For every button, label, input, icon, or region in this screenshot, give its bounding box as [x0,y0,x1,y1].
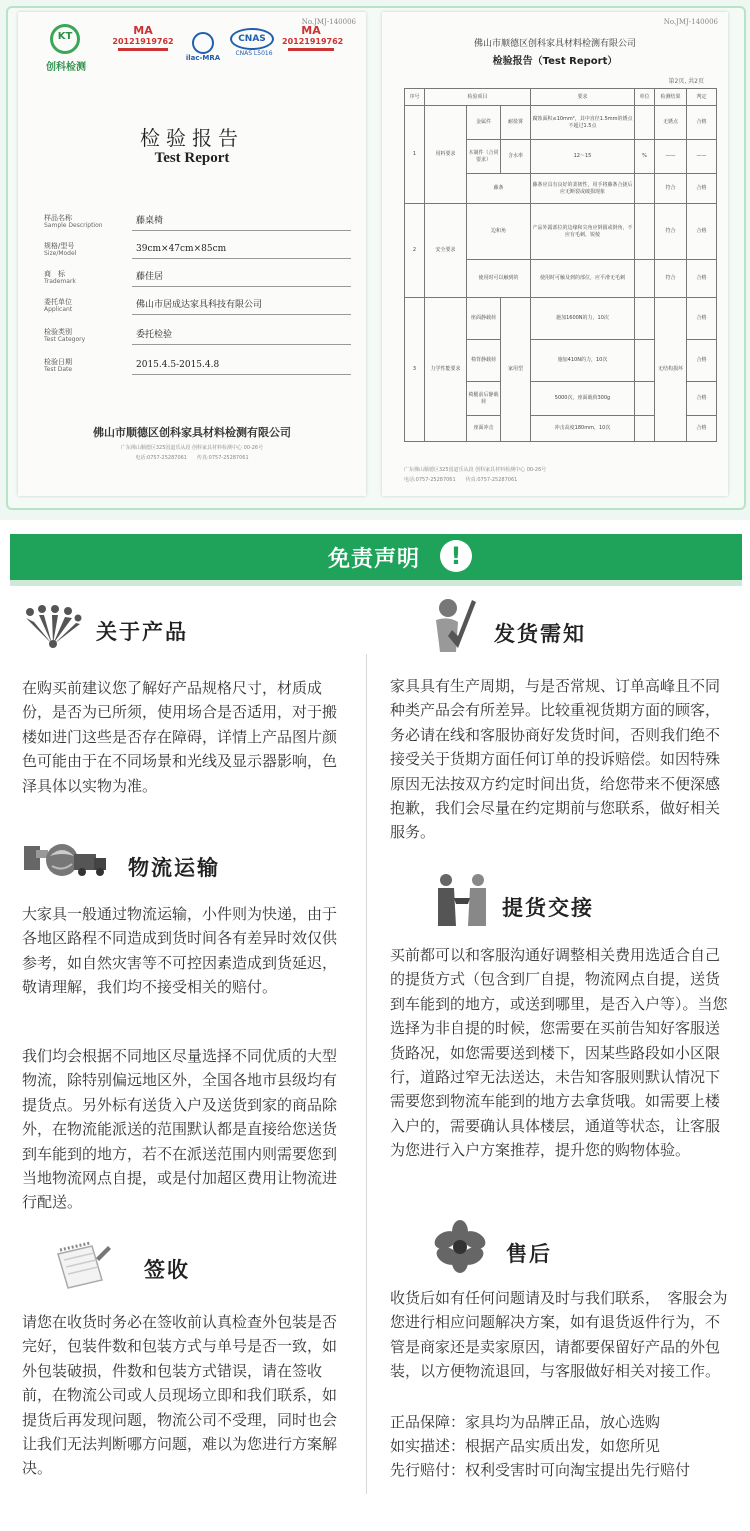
field-label-en: Test Date [44,366,73,373]
notepad-pencil-icon [52,1240,112,1290]
table-row [405,298,717,340]
ma-stamp-title: MA [133,24,153,37]
field-label-cn: 商 标 [44,270,65,278]
cell-no: 3 [405,298,425,442]
cell-item: 金属件 [467,106,501,140]
field-label-en: Test Category [44,336,86,343]
cell-result: 符合 [655,260,687,298]
header-unit: 单位 [635,89,655,106]
field-value: 2015.4.5-2015.4.8 [132,356,351,375]
field-size-model [44,240,349,262]
cell-requirement: 腐蚀面积≤10mm²，其中直径1.5mm的锈点不超过1.5点 [531,106,635,140]
section-signing-header [22,1240,352,1290]
kt-logo [36,24,96,74]
cell-verdict: 合格 [687,298,717,340]
results-footer-address: 广东佛山顺德区325国道乐从段 创科家具材料检测中心 00-26号 [404,467,547,473]
cell-result: —— [655,140,687,174]
test-report-results [382,12,728,496]
cell-verdict: —— [687,140,717,174]
certificates-area [0,0,750,520]
delivery-truck-icon [22,838,108,884]
cell-item: 座面冲击 [467,416,501,442]
cell-result: 无结构损坏 [655,298,687,442]
cell-item: 座面静载荷 [467,298,501,340]
handshake-icon [432,872,492,930]
section-title: 签收 [144,1258,190,1282]
cell-requirement: 使用时可触及到的部位，应平滑无毛刺 [531,260,635,298]
cnas-subtext: CNAS L5016 [235,50,273,57]
ma-stamp-logo-2 [282,24,344,64]
cell-sub: 含水率 [501,140,531,174]
section-title: 提货交接 [502,896,594,920]
section-shipping-text: 家具具有生产周期，与是否常规、订单高峰且不同种类产品会有所差异。比较重视货期方面的顾客，务必请在线和客服协商好发货时间，否则我们绝不接受关于货期方面任何订单的投诉赔偿。如因特殊原因无法按双方约定时间出货，给您带来不便深感抱歉，我们会尽量在约定期前与您联系，做好相关服务。 [390,677,721,842]
section-about-product-header [22,602,352,652]
test-report-cover [18,12,366,496]
field-label-cn: 规格/型号 [44,242,75,250]
cell-item: 藤条 [467,174,531,204]
results-company: 佛山市顺德区创科家具材料检测有限公司 [473,39,636,49]
cell-item: 椅腿前后静载荷 [467,382,501,416]
field-test-category [44,326,349,348]
cell-unit: % [635,140,655,174]
cover-footer-company: 佛山市顺德区创科家具材料检测有限公司 [93,426,291,439]
report-title-cn: 检验报告 [140,126,244,150]
field-applicant [44,296,349,318]
field-label-en: Applicant [44,306,73,313]
cell-result: 无锈点 [655,106,687,140]
section-logistics-text-2: 我们均会根据不同地区尽量选择不同优质的大型物流，除特别偏远地区外，全国各地市县级均有提货点。另外标有送货入户及送货到家的商品除外，在物流能派送的范围默认都是直接给您送货到车能到的地方，若不在派送范围内则需要您到当地物流网点自提，或是付加超区费用让物流进行配送。 [22,1047,338,1212]
cell-requirement: 12～15 [531,140,635,174]
section-about-product-text: 在购买前建议您了解好产品规格尺寸，材质成份，是否为已所须，使用场合是否适用，对于搬楼如进门这些是否存在障碍，详情上产品图片颜色可能由于在不同场景和光线及显示器影响，色泽具体以实物为准。 [22,679,338,795]
field-label-cn: 检验日期 [44,358,72,366]
field-label-en: Sample Description [44,222,103,229]
after-sales-compensation-line: 先行赔付：权利受害时可向淘宝提出先行赔付 [390,1461,691,1479]
cell-requirement: 施加1600N的力，10次 [531,298,635,340]
header-requirement: 要求 [531,89,635,106]
cell-requirement: 施加410N的力，10次 [531,340,635,382]
ma-stamp-bar [118,48,168,51]
field-value: 39cm×47cm×85cm [132,240,351,259]
cell-unit [635,416,655,442]
header-no: 序号 [405,89,425,106]
cell-unit [635,106,655,140]
section-title: 发货需知 [494,622,586,646]
cover-footer-address: 广东佛山顺德区325国道乐从段 创科家具材料检测中心 00-26号 [120,445,264,451]
ma-stamp-bar-2 [288,48,334,51]
cell-unit [635,174,655,204]
cell-no: 2 [405,204,425,298]
report-title-en: Test Report [154,150,230,166]
header-verdict: 判定 [687,89,717,106]
results-footer-tel: 电话:0757-25287061 传真:0757-25287061 [404,477,518,483]
cell-item: 木制件（合同要求） [467,140,501,174]
cell-sub: 家用型 [501,298,531,442]
cell-unit [635,260,655,298]
cell-verdict: 合格 [687,382,717,416]
field-test-date [44,356,349,378]
ilac-logo [178,32,228,68]
cell-group: 力学性能要求 [425,298,467,442]
cell-requirement: 藤条应具有良好的柔韧性，用手将藤条合拢后应无断裂或破损现象 [531,174,635,204]
cell-verdict: 合格 [687,260,717,298]
cell-result: 符合 [655,174,687,204]
after-sales-description-line: 如实描述：根据产品实质出发，如您所见 [390,1437,661,1455]
table-row [405,106,717,140]
ma-stamp-number: 20121919762 [112,37,174,46]
header-item: 检验项目 [425,89,531,106]
cell-item: 边和角 [467,204,531,260]
cell-verdict: 合格 [687,416,717,442]
disclaimer-banner [10,534,742,586]
field-label-cn: 样品名称 [44,214,72,222]
cell-verdict: 合格 [687,204,717,260]
header-result: 检测结果 [655,89,687,106]
field-sample-description [44,212,349,234]
kt-mark: KT [57,31,73,42]
section-title: 关于产品 [96,620,188,644]
section-shipping-header [388,596,728,660]
cell-result: 符合 [655,204,687,260]
section-logistics-text-1: 大家具一般通过物流运输，小件则为快递，由于各地区路程不同造成到货时间各有差异时效仅供参考，如自然灾害等不可控因素造成到货延迟， 敬请理解，我们均不接受相关的赔付。 [22,905,345,997]
section-title: 物流运输 [128,856,220,880]
cell-requirement: 5000次，座面载荷300g [531,382,635,416]
certification-logos [32,24,344,74]
test-results-table [404,88,717,442]
table-header-row [405,89,717,106]
cell-item: 椅背静载荷 [467,340,501,382]
ilac-text: ilac-MRA [185,54,221,62]
section-after-sales-text: 收货后如有任何问题请及时与我们联系， 客服会为您进行相应问题解决方案，如有退货返件行为，不管是商家还是卖家原因，请都要保留好产品的外包装，以方便物流退回，与客服做好相关对接工作。 [390,1289,728,1381]
section-signing-text: 请您在收货时务必在签收前认真检查外包装是否完好，包装件数和包装方式与单号是否一致，如外包装破损，件数和包装方式错误，请在签收前，在物流公司或人员现场立即和我们联系，如提货后再发现问题，物流公司不受理，同时也会让我们无法判断哪方问题，难以为您进行方案解决。 [22,1313,338,1478]
cell-requirement: 冲击高度180mm，10次 [531,416,635,442]
cell-group: 安全要求 [425,204,467,298]
megaphone-people-icon [22,604,84,650]
column-divider [366,654,367,1494]
cell-no: 1 [405,106,425,204]
field-label-en: Size/Model [44,250,77,257]
banner-title: 免责声明 [328,547,421,572]
results-doc-number: No.JMJ-140006 [663,18,718,26]
cover-doc-number: No.JMJ-140006 [301,18,356,26]
cell-verdict: 合格 [687,340,717,382]
field-label-cn: 委托单位 [44,298,72,306]
after-sales-genuine-line: 正品保障：家具均为品牌正品，放心选购 [390,1413,661,1431]
kt-label: 创科检测 [46,62,86,73]
cell-requirement: 产品外露部位的边缘和尖角应倒圆或倒角，不应有毛刺、锐棱 [531,204,635,260]
table-row [405,204,717,260]
cell-unit [635,298,655,340]
cell-unit [635,382,655,416]
cell-verdict: 合格 [687,174,717,204]
field-trademark [44,268,349,290]
cnas-text: CNAS [230,28,274,50]
field-label-cn: 检验类别 [44,328,72,336]
ma-stamp-logo [112,24,174,64]
cell-sub: 耐盐雾 [501,106,531,140]
ma-stamp-title-2: MA [301,24,321,37]
field-label-en: Trademark [44,278,76,285]
ma-stamp-number-2: 20121919762 [282,37,344,46]
section-pickup-text: 买前都可以和客服沟通好调整相关费用选适合自己的提货方式（包含到厂自提，物流网点自提，送货到车能到的地方，或送到哪里，是否入户等）。当您选择为非自提的时候，您需要在买前告知好客服送货路况，如您需要送到楼下，因某些路段如小区限行，道路过窄无法送达，未告知客服则默认情况下需要您到物流车能到的地方去拿货哦。如需要上楼入户的，需要确认具体楼层，通道等状态，让客服为您进行入户方案推荐，提升您的购物体验。 [390,946,728,1160]
cell-group: 用料要求 [425,106,467,204]
field-value: 藤桌椅 [132,212,351,231]
section-pickup-header [388,872,728,932]
field-value: 委托检验 [132,326,351,345]
results-title: 检验报告（Test Report） [492,56,618,67]
section-title: 售后 [506,1242,552,1266]
cell-unit [635,204,655,260]
cover-footer-tel: 电话:0757-25287061 传真:0757-25287061 [135,455,249,461]
ilac-globe-icon [192,32,214,54]
section-after-sales-header [388,1218,728,1278]
cell-verdict: 合格 [687,106,717,140]
results-page-number: 第2页, 共2页 [668,78,704,85]
section-logistics-header [22,838,352,888]
exclamation-icon: ! [440,540,472,572]
flower-icon [428,1218,492,1274]
field-value: 藤佳居 [132,268,351,287]
cnas-logo [230,28,278,68]
person-checkmark-icon [428,596,478,658]
cell-unit [635,340,655,382]
cell-item: 使用时可以触到的 [467,260,531,298]
field-value: 佛山市居成达家具科技有限公司 [132,296,351,315]
